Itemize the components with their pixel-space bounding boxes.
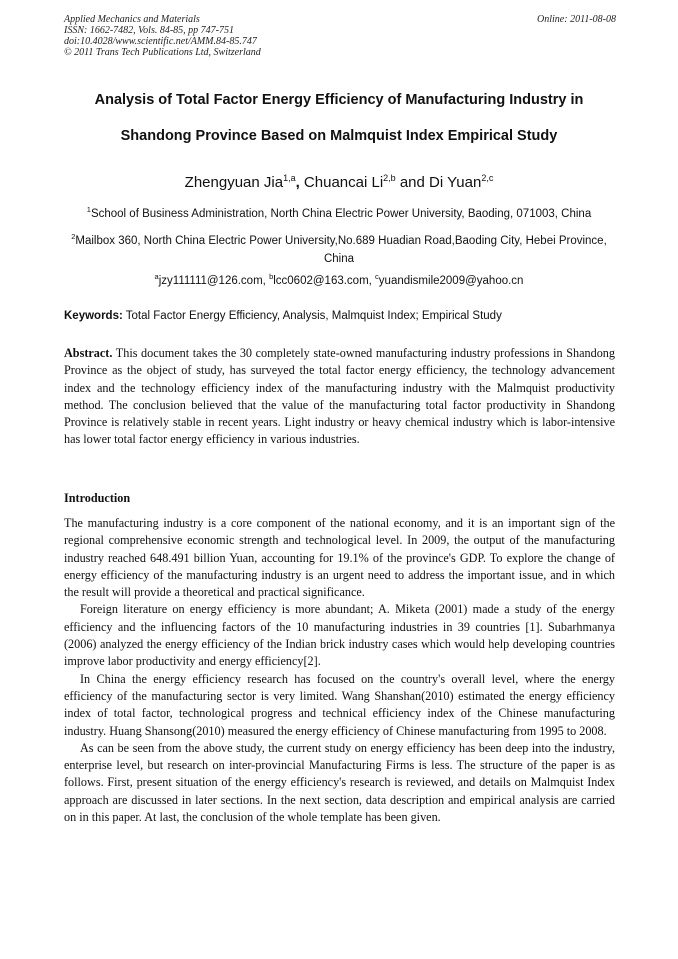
abstract	[64, 345, 615, 449]
journal-header	[64, 14, 616, 58]
affiliation-1-text: School of Business Administration, North China Electric Power University, Baoding, 071003, China	[90, 207, 592, 220]
intro-paragraph-4: As can be seen from the above study, the current study on energy efficiency has been deep into the industry, enterprise level, but research on inter-provincial Manufacturing Firms is less. The structure of the paper is as follows. First, present situation of the energy efficiency's research is reviewed, and details on Malmquist Index approach are discussed in later sections. In the next section, data description and empirical analysis are carried on in this paper. At last, the conclusion of the whole template has been given.	[64, 740, 615, 825]
email-b: lcc0602@163.com,	[273, 274, 376, 287]
author-1-sup: 1,a	[283, 173, 296, 183]
author-emails	[60, 268, 618, 290]
abstract-text: This document takes the 30 completely state-owned manufacturing industry professions in Shandong Province as the object of study, has surveyed the total factor energy efficiency, the technology advancement index and the technology efficiency index of the manufacturing industry with the Malmquist productivity method. The conclusion believed that the value of the manufacturing total factor productivity in Shandong Province is relatively stable in recent years. Light industry or heavy chemical industry which is labor-intensive has lower total factor energy efficiency in various industries.	[64, 346, 615, 447]
introduction-heading: Introduction	[64, 491, 131, 505]
affiliation-2	[70, 228, 608, 268]
paper-title	[50, 90, 628, 162]
author-2-name: Chuancai Li	[299, 174, 384, 191]
email-a-sup: a	[154, 272, 159, 281]
introduction-body	[64, 515, 615, 826]
author-1-name: Zhengyuan Jia	[184, 174, 284, 191]
email-c: yuandismile2009@yahoo.cn	[378, 274, 524, 287]
affiliation-1-sup: 1	[86, 205, 91, 214]
author-3-name: and Di Yuan	[395, 174, 482, 191]
author-3-sup: 2,c	[481, 173, 494, 183]
keywords-text: Total Factor Energy Efficiency, Analysis, Malmquist Index; Empirical Study	[122, 310, 502, 322]
title-line-2: Shandong Province Based on Malmquist Index Empirical Study	[120, 128, 558, 144]
email-b-sup: b	[269, 272, 274, 281]
author-list	[50, 168, 628, 193]
journal-copyright: © 2011 Trans Tech Publications Ltd, Switzerland	[64, 47, 261, 58]
intro-paragraph-2: Foreign literature on energy efficiency is more abundant; A. Miketa (2001) made a study of the energy efficiency and the influencing factors of the 10 manufacturing industries in 39 countries [1]. Subarhmanya (2006) analyzed the energy efficiency of the Indian brick industry cases which would help developing countries improve labor productivity and energy efficiency[2].	[64, 602, 615, 669]
author-comma: ,	[295, 174, 300, 191]
author-2-sup: 2,b	[383, 173, 396, 183]
intro-paragraph-3: In China the energy efficiency research has focused on the country's overall level, where the energy efficiency of the manufacturing sector is very limited. Wang Shanshan(2010) estimated the energy efficiency index of total factor, technological progress and technical efficiency index of the Chinese manufacturing industry. Huang Shansong(2010) measured the energy efficiency of Chinese manufacturing from 1995 to 2008.	[64, 671, 615, 738]
abstract-label: Abstract.	[64, 346, 113, 360]
journal-issn: ISSN: 1662-7482, Vols. 84-85, pp 747-751	[64, 25, 234, 36]
affiliation-1	[60, 201, 618, 223]
email-a: jzy111111@126.com,	[158, 274, 270, 287]
keywords	[64, 308, 616, 324]
journal-doi: doi:10.4028/www.scientific.net/AMM.84-85.747	[64, 36, 257, 47]
affiliation-2-sup: 2	[71, 232, 76, 241]
intro-paragraph-1: The manufacturing industry is a core component of the national economy, and it is an important sign of the regional comprehensive economic strength and technological level. In 2009, the output of the manufacturing industry reached 648.491 billion Yuan, accounting for 19.1% of the province's GDP. To explore the change of energy efficiency of the manufacturing industry is an urgent need to address the important issue, and in which the result will provide a theoretical and practical significance.	[64, 516, 615, 600]
journal-name: Applied Mechanics and Materials	[64, 14, 200, 25]
affiliation-2-text: Mailbox 360, North China Electric Power University,No.689 Huadian Road,Baoding City, Hebei Province, China	[75, 234, 607, 265]
online-date: Online: 2011-08-08	[537, 14, 616, 25]
email-c-sup: c	[375, 272, 379, 281]
keywords-label: Keywords:	[64, 310, 123, 322]
title-line-1: Analysis of Total Factor Energy Efficiency of Manufacturing Industry in	[94, 92, 584, 108]
